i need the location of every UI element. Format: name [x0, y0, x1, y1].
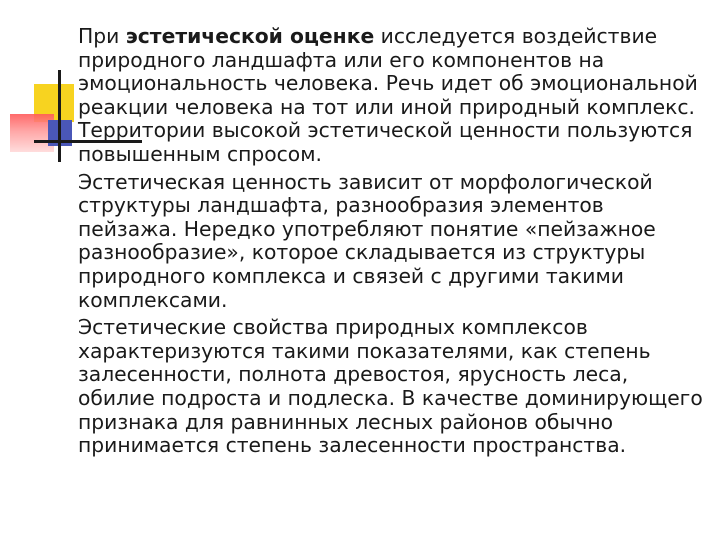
paragraph-emphasis: эстетической оценке	[125, 24, 375, 48]
paragraph-lead: При	[78, 24, 126, 48]
paragraph-aesthetic-properties: Эстетические свойства природных комплексов характеризуются такими показателями, как степень залесенности, полнота древостоя, ярусность леса, обилие подроста и подлеска. В качестве доминирующего признака для равнинных лесных районов обычно принимается степень залесенности пространства.	[78, 315, 703, 458]
paragraph-rest: исследуется воздействие природного ландшафта или его компонентов на эмоциональность человека. Речь идет об эмоциональной реакции человека на тот или иной природный комплекс. Территории высокой эстетической ценности пользуются повышенным спросом.	[78, 24, 698, 166]
slide-body-text	[78, 25, 706, 462]
decor-vertical-line	[58, 70, 61, 162]
paragraph-aesthetic-assessment	[78, 25, 706, 167]
paragraph-aesthetic-value: Эстетическая ценность зависит от морфологической структуры ландшафта, разнообразия элементов пейзажа. Нередко употребляют понятие «пейзажное разнообразие», которое складывается из структуры природного комплекса и связей с другими такими комплексами.	[78, 169, 656, 312]
